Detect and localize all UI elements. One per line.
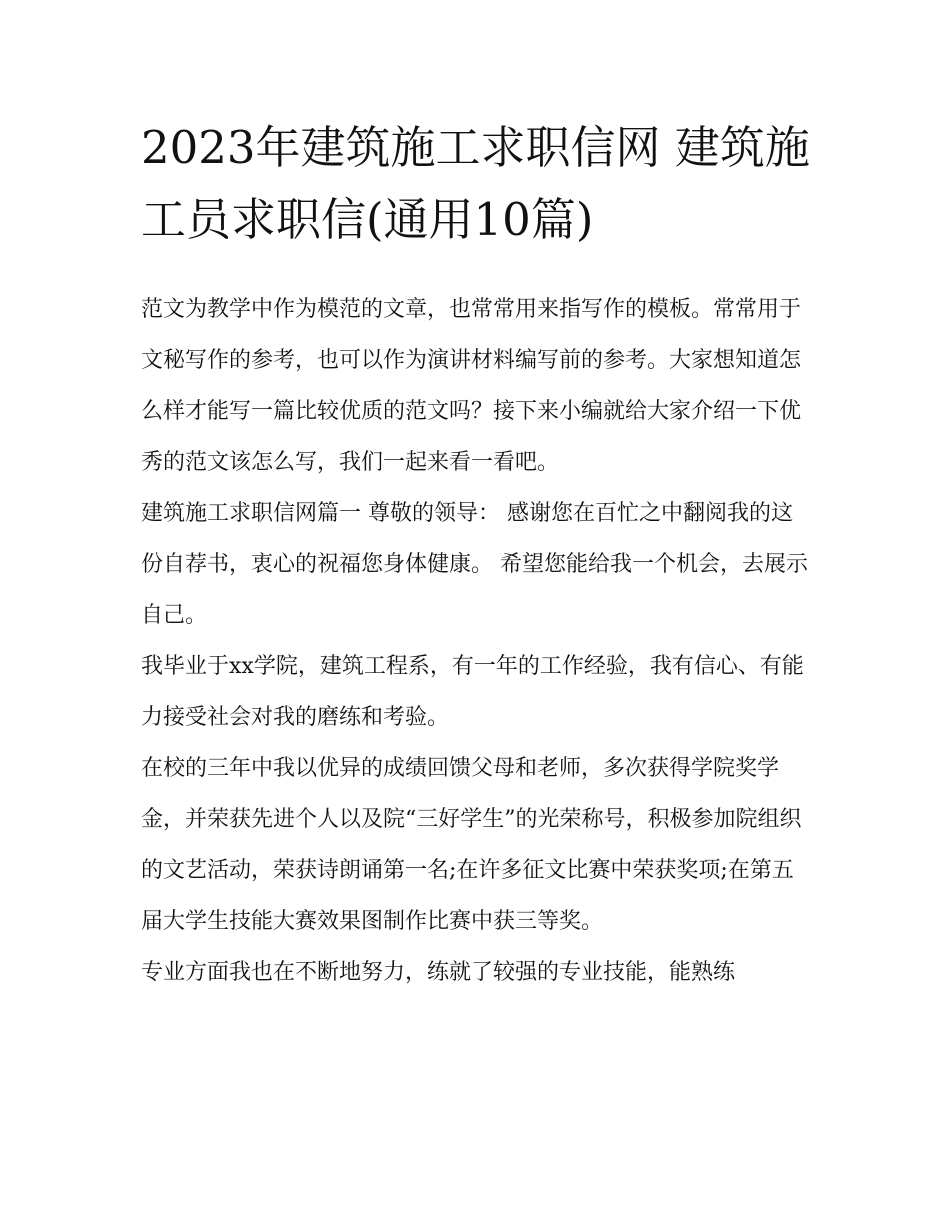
paragraph-intro: 范文为教学中作为模范的文章，也常常用来指写作的模板。常常用于文秘写作的参考，也可以作为演讲材料编写前的参考。大家想知道怎么样才能写一篇比较优质的范文吗？接下来小编就给大家介绍一下优秀的范文该怎么写，我们一起来看一看吧。: [141, 297, 802, 475]
document-title: 2023年建筑施工求职信网 建筑施工员求职信(通用10篇): [141, 121, 810, 246]
paragraph-greeting: 建筑施工求职信网篇一 尊敬的领导： 感谢您在百忙之中翻阅我的这份自荐书，衷心的祝福您身体健康。 希望您能给我一个机会，去展示自己。: [141, 501, 808, 628]
document-body: [141, 112, 813, 998]
paragraph-skills: 专业方面我也在不断地努力，练就了较强的专业技能，能熟练: [141, 960, 736, 985]
paragraph-achievements: 在校的三年中我以优异的成绩回馈父母和老师，多次获得学院奖学金，并荣获先进个人以及院“三好学生”的光荣称号，积极参加院组织的文艺活动，荣获诗朗诵第一名;在许多征文比赛中荣获奖项;在第五届大学生技能大赛效果图制作比赛中获三等奖。: [141, 756, 802, 934]
paragraph-education: 我毕业于xx学院，建筑工程系，有一年的工作经验，我有信心、有能力接受社会对我的磨练和考验。: [141, 654, 804, 730]
